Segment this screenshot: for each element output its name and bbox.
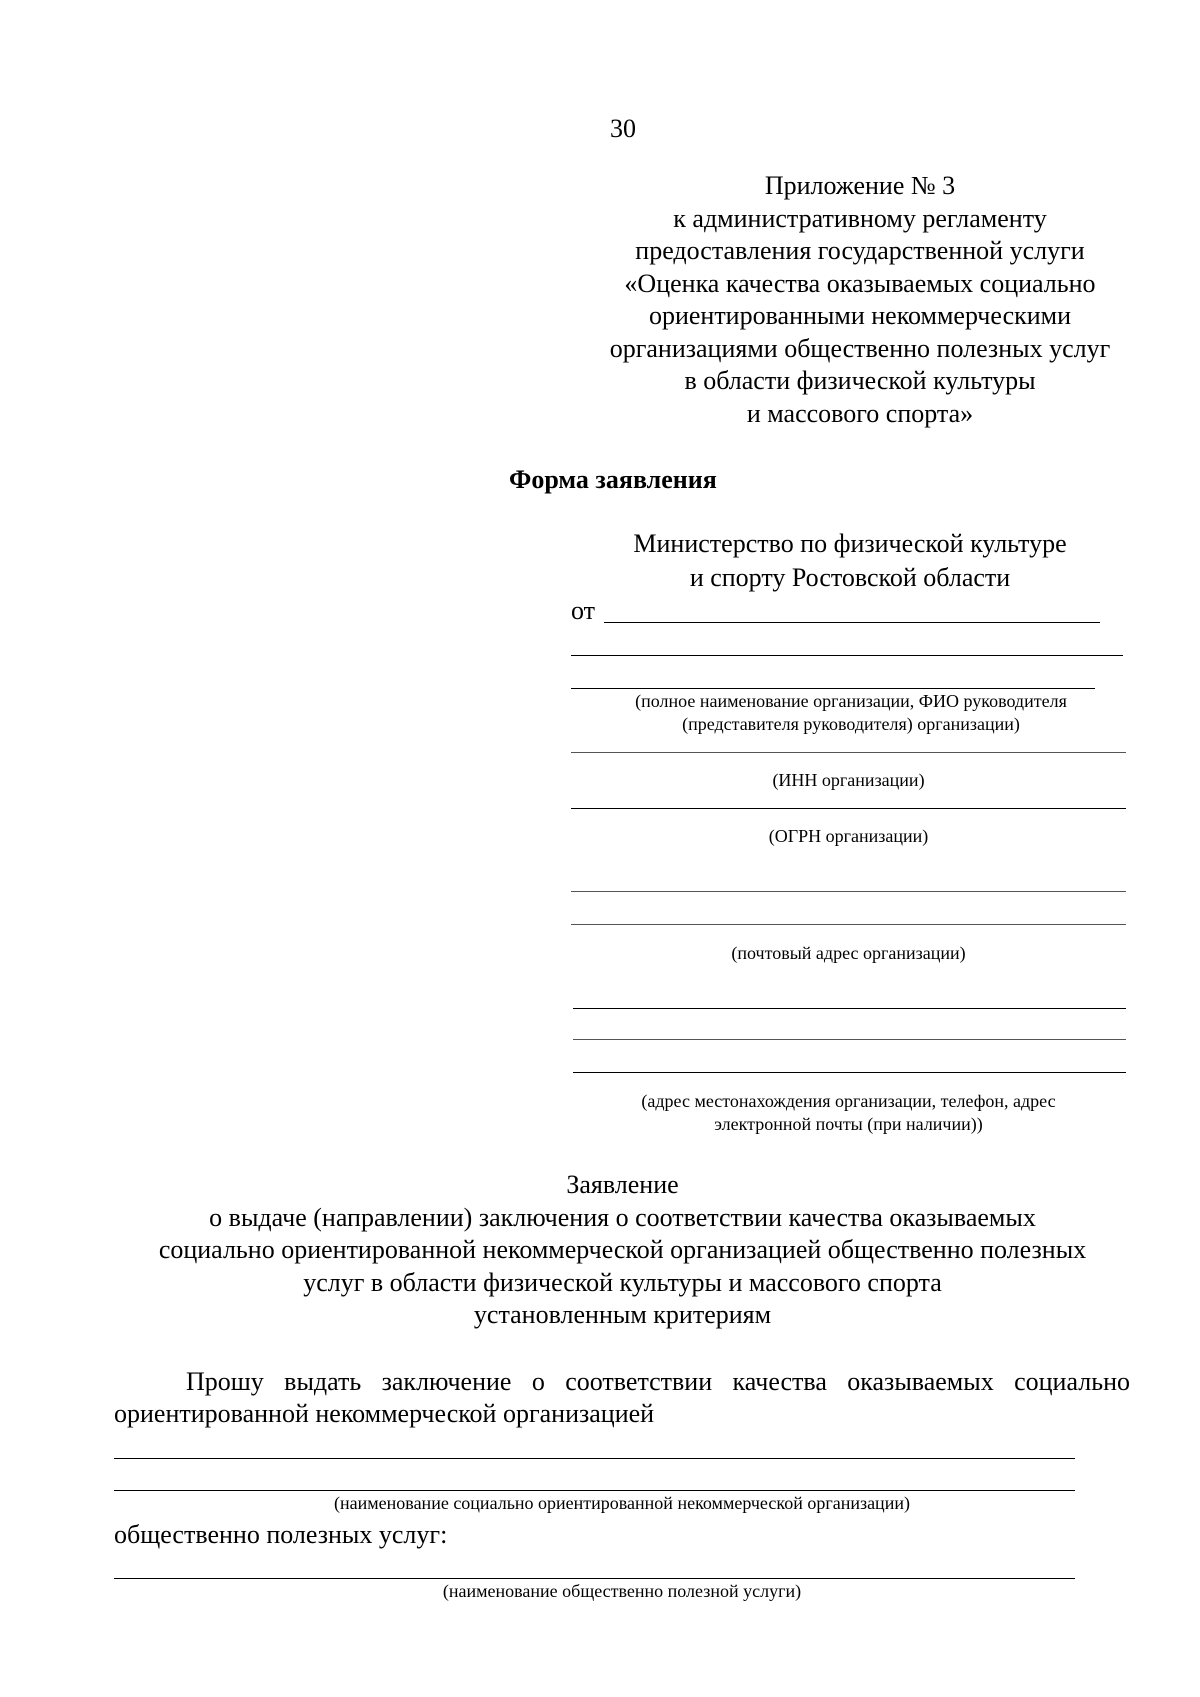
postal-field-line[interactable]: [571, 891, 1126, 892]
caption-line: электронной почты (при наличии)): [714, 1114, 983, 1134]
caption-line: (представителя руководителя) организации): [682, 714, 1020, 734]
org-name-field-line[interactable]: [114, 1458, 1075, 1459]
statement-line: о выдаче (направлении) заключения о соответствии качества оказываемых: [209, 1202, 1036, 1232]
from-field-line[interactable]: [604, 622, 1100, 623]
appendix-line: Приложение № 3: [764, 171, 956, 200]
org-field-line[interactable]: [571, 655, 1123, 656]
caption-ogrn: (ОГРН организации): [768, 826, 929, 846]
location-field-line[interactable]: [573, 1008, 1126, 1009]
page-number: 30: [610, 114, 636, 143]
inn-field-line[interactable]: [571, 752, 1126, 753]
caption-org-name: [571, 690, 1131, 736]
caption-line: (полное наименование организации, ФИО руководителя: [635, 691, 1067, 711]
caption-location: [571, 1090, 1126, 1136]
location-field-line[interactable]: [573, 1072, 1126, 1073]
statement-title: Заявление: [566, 1170, 679, 1199]
ogrn-field-line[interactable]: [571, 808, 1126, 809]
statement-heading: [60, 1169, 1185, 1332]
appendix-line: «Оценка качества оказываемых социально: [624, 268, 1096, 298]
statement-line: социально ориентированной некоммерческой организацией общественно полезных: [158, 1235, 1087, 1264]
caption-org: (наименование социально ориентированной некоммерческой организации): [334, 1493, 910, 1513]
statement-line: услуг в области физической культуры и массового спорта: [303, 1267, 942, 1297]
request-text-line1: Прошу выдать заключение о соответствии качества оказываемых социально: [186, 1367, 1130, 1396]
services-label: общественно полезных услуг:: [114, 1520, 448, 1549]
appendix-line: предоставления государственной услуги: [635, 236, 1085, 265]
from-label: от: [571, 596, 596, 625]
appendix-line: в области физической культуры: [684, 366, 1036, 395]
org-field-line[interactable]: [571, 688, 1095, 689]
appendix-line: организациями общественно полезных услуг: [609, 333, 1111, 363]
statement-line: установленным критериям: [473, 1300, 772, 1329]
request-text-line2: ориентированной некоммерческой организацией: [114, 1399, 655, 1428]
form-title: Форма заявления: [509, 465, 717, 494]
appendix-line: к административному регламенту: [673, 203, 1047, 233]
location-field-line[interactable]: [573, 1039, 1126, 1040]
addressee: [600, 527, 1100, 595]
appendix-header: [560, 170, 1160, 430]
service-name-field-line[interactable]: [114, 1578, 1075, 1579]
addressee-line: и спорту Ростовской области: [689, 563, 1011, 592]
caption-postal: (почтовый адрес организации): [731, 943, 966, 963]
appendix-line: и массового спорта»: [746, 398, 974, 428]
caption-inn: (ИНН организации): [772, 770, 925, 790]
org-name-field-line[interactable]: [114, 1490, 1075, 1491]
postal-field-line[interactable]: [571, 924, 1126, 925]
caption-line: (адрес местонахождения организации, телефон, адрес: [641, 1091, 1056, 1111]
caption-service: (наименование общественно полезной услуги): [442, 1581, 802, 1601]
addressee-line: Министерство по физической культуре: [633, 529, 1067, 558]
appendix-line: ориентированными некоммерческими: [648, 301, 1072, 330]
